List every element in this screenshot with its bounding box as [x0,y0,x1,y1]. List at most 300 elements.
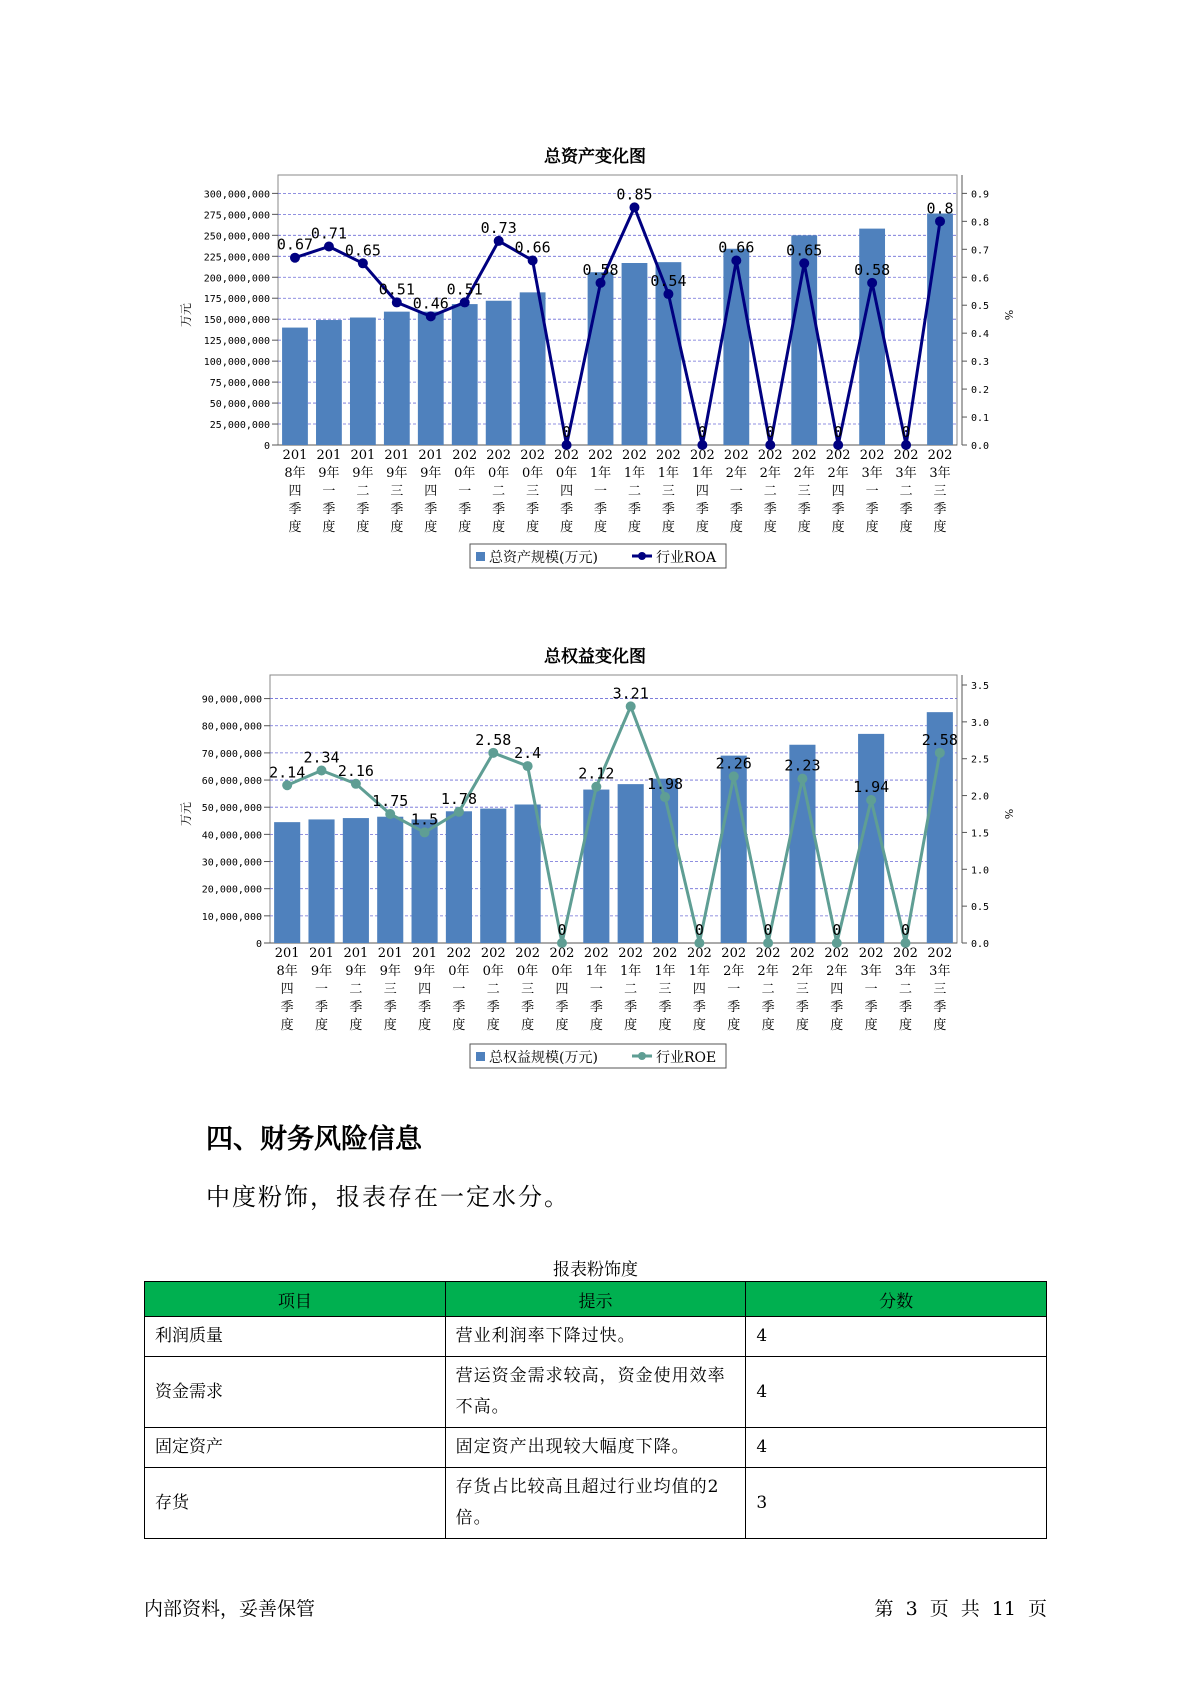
x-tick-label: 四 [288,484,302,499]
y2-tick-label: 1.0 [971,865,990,877]
y-axis-label: 万元 [179,801,193,827]
x-tick-label: 四 [424,484,438,499]
line-point [494,236,504,246]
x-tick-label: 度 [658,1018,672,1033]
y-tick-label: 300,000,000 [203,189,270,201]
x-tick-label: 度 [831,520,845,535]
x-tick-label: 一 [458,484,472,499]
x-tick-label: 季 [418,1000,432,1015]
y-tick-label: 250,000,000 [203,231,270,243]
x-tick-label: 季 [526,502,540,517]
x-tick-label: 季 [594,502,608,517]
x-tick-label: 202 [446,946,472,961]
x-tick-label: 202 [622,448,647,463]
legend-bar-swatch [476,1052,485,1061]
x-tick-label: 度 [390,520,404,535]
x-tick-label: 三 [658,982,672,997]
x-tick-label: 季 [795,1000,809,1015]
x-tick-label: 3年 [929,466,951,481]
total-assets-chart [0,140,1191,595]
x-tick-label: 三 [526,484,540,499]
y-tick-label: 90,000,000 [201,694,262,706]
x-tick-label: 度 [795,1018,809,1033]
x-tick-label: 季 [390,502,404,517]
x-tick-label: 度 [492,520,506,535]
data-label: 0.71 [310,224,347,243]
x-tick-label: 季 [589,1000,603,1015]
y-tick-label: 70,000,000 [201,748,262,760]
y-tick-label: 125,000,000 [203,336,270,348]
x-tick-label: 四 [695,484,709,499]
total-equity-chart-svg [0,640,1191,1095]
x-tick-label: 202 [824,946,850,961]
x-tick-label: 四 [560,484,574,499]
bar [446,811,472,943]
y2-tick-label: 0.4 [971,329,990,341]
x-tick-label: 度 [865,520,879,535]
x-tick-label: 度 [661,520,675,535]
x-tick-label: 季 [933,502,947,517]
y-axis-label: 万元 [179,302,193,328]
x-tick-label: 202 [859,448,885,463]
x-tick-label: 季 [288,502,302,517]
x-tick-label: 季 [692,1000,706,1015]
x-tick-label: 度 [349,1018,363,1033]
x-tick-label: 9年 [310,964,333,979]
data-label: 1.75 [372,792,409,810]
x-tick-label: 0年 [521,466,544,481]
bar [486,301,512,445]
table-row [145,1468,1047,1539]
x-tick-label: 201 [350,448,376,463]
line-point [488,748,498,758]
x-tick-label: 9年 [345,964,367,979]
data-label: 0 [833,423,843,441]
x-tick-label: 202 [755,946,781,961]
x-tick-label: 季 [898,1000,912,1015]
x-tick-label: 202 [452,448,478,463]
x-tick-label: 季 [452,1000,466,1015]
x-tick-label: 201 [282,448,308,463]
table-row [145,1317,1047,1357]
bar [618,784,644,943]
data-label: 0.8 [926,199,954,218]
x-tick-label: 8年 [284,466,306,481]
bar [588,272,614,445]
x-tick-label: 季 [729,502,743,517]
line-point [629,202,639,212]
y2-tick-label: 0.5 [971,902,990,914]
x-tick-label: 度 [627,520,641,535]
x-tick-label: 三 [795,982,809,997]
data-label: 2.34 [303,748,340,767]
x-tick-label: 三 [797,484,811,499]
x-tick-label: 202 [927,448,953,463]
legend-bar-label: 总权益规模(万元) [489,1050,598,1066]
x-tick-label: 度 [797,520,811,535]
y2-tick-label: 0.3 [971,357,990,369]
x-tick-label: 8年 [276,964,298,979]
x-tick-label: 度 [560,520,574,535]
x-tick-label: 二 [349,982,363,997]
x-tick-label: 度 [486,1018,500,1033]
y-tick-label: 50,000,000 [209,399,270,411]
x-tick-label: 季 [560,502,574,517]
chart-title: 总资产变化图 [544,147,646,167]
data-label: 0 [694,921,704,939]
x-tick-label: 度 [695,520,709,535]
line-point [385,809,395,819]
x-tick-label: 四 [830,982,844,997]
x-tick-label: 9年 [379,964,401,979]
x-tick-label: 202 [515,946,541,961]
x-tick-label: 季 [624,1000,638,1015]
row-score: 4 [746,1357,1047,1428]
x-tick-label: 季 [555,1000,569,1015]
line-point [867,278,877,288]
x-tick-label: 度 [933,520,947,535]
data-label: 0 [562,423,572,441]
data-label: 0 [832,921,842,939]
y2-tick-label: 3.5 [971,681,990,692]
line-point [866,795,876,805]
x-tick-label: 季 [356,502,370,517]
x-tick-label: 季 [761,1000,775,1015]
x-tick-label: 度 [594,520,608,535]
risk-table [144,1281,1047,1539]
bar [583,790,609,943]
line-point [660,792,670,802]
y2-tick-label: 3.0 [971,717,990,729]
data-label: 2.14 [269,763,306,782]
data-label: 0.85 [616,185,653,204]
y2-axis-label: % [1002,808,1015,820]
footer-confidential: 内部资料，妥善保管 [144,1598,316,1620]
y2-tick-label: 0.1 [971,413,990,425]
x-tick-label: 度 [729,520,743,535]
x-tick-label: 三 [661,484,675,499]
y-tick-label: 150,000,000 [203,315,270,327]
table-row [145,1357,1047,1428]
x-tick-label: 度 [418,1018,432,1033]
plot-frame [278,175,957,445]
line-point [799,258,809,268]
x-tick-label: 202 [825,448,851,463]
bar [418,312,444,445]
x-tick-label: 3年 [929,964,951,979]
x-tick-label: 季 [315,1000,329,1015]
y-tick-label: 275,000,000 [203,210,270,222]
row-hint: 存货占比较高且超过行业均值的2倍。 [445,1468,746,1539]
header-item: 项目 [145,1282,446,1317]
x-tick-label: 2年 [759,466,781,481]
row-item: 固定资产 [145,1428,446,1468]
x-tick-label: 9年 [318,466,340,481]
x-tick-label: 度 [692,1018,706,1033]
y-tick-label: 0 [255,939,262,950]
x-tick-label: 201 [418,448,444,463]
x-tick-label: 度 [315,1018,329,1033]
x-tick-label: 1年 [691,466,714,481]
x-tick-label: 四 [280,982,294,997]
data-label: 0.66 [718,238,755,257]
x-tick-label: 季 [492,502,506,517]
x-tick-label: 度 [458,520,472,535]
data-label: 2.58 [921,730,958,749]
x-tick-label: 三 [933,982,947,997]
x-tick-label: 201 [412,946,437,961]
x-tick-label: 202 [549,946,575,961]
chart-title: 总权益变化图 [544,647,646,667]
x-tick-label: 度 [727,1018,741,1033]
line-point [935,748,945,758]
bar [723,249,749,445]
data-label: 0.58 [582,260,619,279]
total-assets-chart-svg [0,140,1191,595]
y2-tick-label: 2.5 [971,754,990,766]
data-label: 2.58 [475,730,512,749]
y-tick-label: 50,000,000 [201,803,262,815]
x-tick-label: 度 [424,520,438,535]
x-tick-label: 季 [627,502,641,517]
data-label: 0.65 [344,241,381,260]
y-tick-label: 0 [263,441,270,452]
x-tick-label: 季 [864,1000,878,1015]
line-point [420,827,430,837]
x-tick-label: 201 [343,946,369,961]
header-score: 分数 [746,1282,1047,1317]
bar [316,320,342,445]
x-tick-label: 202 [554,448,579,463]
y-tick-label: 60,000,000 [201,776,262,788]
data-label: 0.54 [650,272,687,291]
data-label: 1.94 [853,777,890,796]
x-tick-label: 度 [356,520,370,535]
data-label: 0 [557,921,567,939]
x-tick-label: 季 [458,502,472,517]
bar [480,809,506,943]
bar [377,817,403,943]
table-row [145,1428,1047,1468]
line-point [797,774,807,784]
bar [927,214,953,445]
bar [350,318,376,445]
x-tick-label: 3年 [861,466,883,481]
line-point [935,216,945,226]
data-label: 0.66 [514,238,551,257]
x-tick-label: 1年 [657,466,680,481]
x-tick-label: 2年 [791,964,814,979]
x-tick-label: 二 [763,484,777,499]
x-tick-label: 202 [723,448,749,463]
x-tick-label: 季 [280,1000,294,1015]
x-tick-label: 季 [383,1000,397,1015]
x-tick-label: 季 [661,502,675,517]
data-label: 0 [697,423,707,441]
y2-tick-label: 0.8 [971,217,990,229]
x-tick-label: 201 [274,946,300,961]
data-label: 2.12 [578,764,615,783]
x-tick-label: 1年 [589,466,612,481]
x-tick-label: 202 [927,946,953,961]
y-tick-label: 25,000,000 [209,420,270,432]
line-point [663,289,673,299]
x-tick-label: 202 [520,448,546,463]
x-tick-label: 二 [627,484,641,499]
header-hint: 提示 [445,1282,746,1317]
x-tick-label: 三 [521,982,535,997]
y-tick-label: 20,000,000 [201,884,262,896]
x-tick-label: 度 [763,520,777,535]
x-tick-label: 202 [893,448,919,463]
x-tick-label: 度 [933,1018,947,1033]
x-tick-label: 四 [418,982,432,997]
x-tick-label: 度 [624,1018,638,1033]
data-label: 2.23 [784,756,821,775]
x-tick-label: 季 [727,1000,741,1015]
y-tick-label: 100,000,000 [203,357,270,369]
x-tick-label: 度 [589,1018,603,1033]
x-tick-label: 一 [589,982,603,997]
x-tick-label: 202 [791,448,817,463]
x-tick-label: 0年 [448,964,470,979]
line-point [626,701,636,711]
y-tick-label: 10,000,000 [201,911,262,923]
x-tick-label: 202 [583,946,609,961]
x-tick-label: 季 [865,502,879,517]
line-point [591,782,601,792]
x-tick-label: 3年 [860,964,882,979]
x-tick-label: 一 [315,982,329,997]
data-label: 2.26 [715,754,752,773]
x-tick-label: 度 [322,520,336,535]
legend-line-label: 行业ROE [656,1050,717,1066]
x-tick-label: 202 [858,946,884,961]
line-point [454,807,464,817]
table-caption: 报表粉饰度 [553,1260,638,1280]
line-point [351,779,361,789]
data-label: 0.51 [446,280,483,299]
row-score: 4 [746,1317,1047,1357]
bar [274,822,300,943]
bar [515,804,541,943]
x-tick-label: 202 [652,946,678,961]
x-tick-label: 一 [322,484,336,499]
x-tick-label: 9年 [386,466,408,481]
x-tick-label: 2年 [725,466,747,481]
bar [308,819,334,943]
y-tick-label: 175,000,000 [203,294,270,306]
legend-line-marker [638,1052,646,1060]
x-tick-label: 二 [486,982,500,997]
y2-tick-label: 0.9 [971,189,990,201]
x-tick-label: 季 [521,1000,535,1015]
x-tick-label: 1年 [585,964,607,979]
section-intro: 中度粉饰，报表存在一定水分。 [206,1183,570,1211]
x-tick-label: 1年 [654,964,676,979]
x-tick-label: 二 [898,982,912,997]
x-tick-label: 一 [864,982,878,997]
row-item: 利润质量 [145,1317,446,1357]
x-tick-label: 202 [790,946,815,961]
row-hint: 固定资产出现较大幅度下降。 [445,1428,746,1468]
x-tick-label: 202 [656,448,681,463]
x-tick-label: 202 [893,946,918,961]
x-tick-label: 0年 [482,964,504,979]
x-tick-label: 二 [761,982,775,997]
x-tick-label: 度 [899,520,913,535]
row-score: 3 [746,1468,1047,1539]
y-tick-label: 225,000,000 [203,252,270,264]
x-tick-label: 三 [383,982,397,997]
bar [412,819,438,943]
line-point [282,780,292,790]
data-label: 1.98 [646,775,684,794]
x-tick-label: 202 [689,448,715,463]
x-tick-label: 0年 [488,466,510,481]
x-tick-label: 201 [377,946,403,961]
x-tick-label: 季 [349,1000,363,1015]
x-tick-label: 一 [865,484,879,499]
data-label: 0 [763,921,773,939]
x-tick-label: 202 [757,448,783,463]
row-hint: 营业利润率下降过快。 [445,1317,746,1357]
x-tick-label: 2年 [793,466,815,481]
y2-tick-label: 0.5 [971,301,990,313]
x-tick-label: 季 [763,502,777,517]
line-point [528,255,538,265]
x-tick-label: 9年 [420,466,442,481]
line-point [358,258,368,268]
x-tick-label: 9年 [413,964,436,979]
data-label: 0.65 [786,241,823,260]
x-tick-label: 3年 [895,466,917,481]
y2-tick-label: 0.0 [971,441,990,452]
x-tick-label: 202 [686,946,712,961]
x-tick-label: 0年 [516,964,539,979]
x-tick-label: 度 [280,1018,294,1033]
table-header-row [145,1282,1047,1317]
x-tick-label: 季 [797,502,811,517]
data-label: 3.21 [612,684,649,703]
x-tick-label: 0年 [454,466,476,481]
line-point [317,766,327,776]
x-tick-label: 一 [452,982,466,997]
x-tick-label: 二 [899,484,913,499]
data-label: 2.4 [514,744,542,763]
x-tick-label: 201 [316,448,342,463]
x-tick-label: 9年 [352,466,374,481]
x-tick-label: 一 [729,484,743,499]
bar [622,263,648,445]
x-tick-label: 201 [384,448,410,463]
legend-bar-swatch [476,552,485,561]
x-tick-label: 3年 [894,964,917,979]
x-tick-label: 1年 [623,466,646,481]
x-tick-label: 202 [588,448,613,463]
x-tick-label: 1年 [688,964,711,979]
row-hint: 营运资金需求较高，资金使用效率不高。 [445,1357,746,1428]
x-tick-label: 1年 [620,964,642,979]
x-tick-label: 季 [899,502,913,517]
y-tick-label: 40,000,000 [201,830,262,842]
legend-bar-label: 总资产规模(万元) [489,550,598,566]
y2-tick-label: 0.2 [971,385,990,397]
x-tick-label: 2年 [757,964,779,979]
x-tick-label: 季 [831,502,845,517]
x-tick-label: 2年 [827,466,849,481]
x-tick-label: 季 [322,502,336,517]
